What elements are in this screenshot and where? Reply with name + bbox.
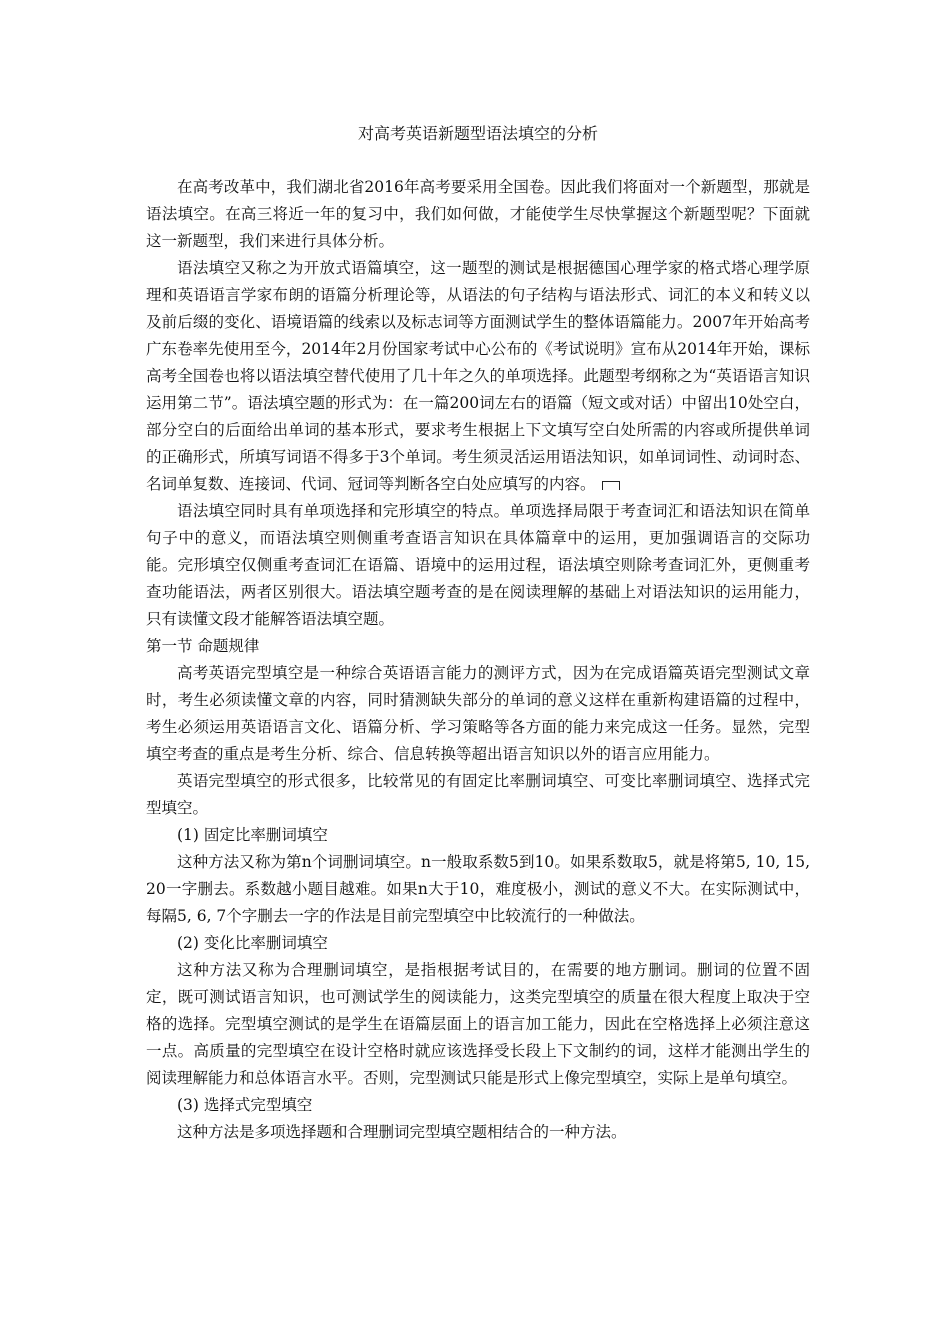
paragraph-comparison: 语法填空同时具有单项选择和完形填空的特点。单项选择局限于考查词汇和语法知识在简单句子中的意义，而语法填空则侧重考查语言知识在具体篇章中的运用，更加强调语言的交际功能。完形填空仅侧重考查词汇在语篇、语境中的运用过程，语法填空则除考查词汇外，更侧重考查功能语法，两者区别很大。语法填空题考查的是在阅读理解的基础上对语法知识的运用能力，只有读懂文段才能解答语法填空题。 <box>146 502 810 628</box>
document-body <box>146 174 810 1146</box>
item-label-fixed-ratio: (1) 固定比率删词填空 <box>177 826 328 844</box>
item-text-selective: 这种方法是多项选择题和合理删词完型填空题相结合的一种方法。 <box>177 1123 627 1141</box>
section-heading: 第一节 命题规律 <box>146 637 260 655</box>
section-paragraph-1: 高考英语完型填空是一种综合英语语言能力的测评方式，因为在完成语篇英语完型测试文章时，考生必须读懂文章的内容，同时猜测缺失部分的单词的意义这样在重新构建语篇的过程中，考生必须运用英语语言文化、语篇分析、学习策略等各方面的能力来完成这一任务。显然，完型填空考查的重点是考生分析、综合、信息转换等超出语言知识以外的语言应用能力。 <box>146 664 810 763</box>
item-text-fixed-ratio: 这种方法又称为第n个词删词填空。n一般取系数5到10。如果系数取5，就是将第5, 10, 15, 20一字删去。系数越小题目越难。如果n大于10，难度极小，测试的意义不大。在实际测试中，每隔5, 6, 7个字删去一字的作法是目前完型填空中比较流行的一种做法。 <box>146 853 810 925</box>
document-title: 对高考英语新题型语法填空的分析 <box>357 124 598 143</box>
item-text-variable-ratio: 这种方法又称为合理删词填空，是指根据考试目的，在需要的地方删词。删词的位置不固定，既可测试语言知识，也可测试学生的阅读能力，这类完型填空的质量在很大程度上取决于空格的选择。完型填空测试的是学生在语篇层面上的语言加工能力，因此在空格选择上必须注意这一点。高质量的完型填空在设计空格时就应该选择受长段上下文制约的词，这样才能测出学生的阅读理解能力和总体语言水平。否则，完型测试只能是形式上像完型填空，实际上是单句填空。 <box>146 961 810 1087</box>
paragraph-return-icon <box>602 481 620 490</box>
paragraph-intro: 在高考改革中，我们湖北省2016年高考要采用全国卷。因此我们将面对一个新题型，那就是语法填空。在高三将近一年的复习中，我们如何做，才能使学生尽快掌握这个新题型呢？下面就这一新题型，我们来进行具体分析。 <box>146 178 810 250</box>
section-paragraph-2: 英语完型填空的形式很多，比较常见的有固定比率删词填空、可变比率删词填空、选择式完型填空。 <box>146 772 810 817</box>
paragraph-definition <box>146 255 810 498</box>
paragraph-definition-text: 语法填空又称之为开放式语篇填空，这一题型的测试是根据德国心理学家的格式塔心理学原理和英语语言学家布朗的语篇分析理论等，从语法的句子结构与语法形式、词汇的本义和转义以及前后缀的变化、语境语篇的线索以及标志词等方面测试学生的整体语篇能力。2007年开始高考广东卷率先使用至今，2014年2月份国家考试中心公布的《考试说明》宣布从2014年开始，课标高考全国卷也将以语法填空替代使用了几十年之久的单项选择。此题型考纲称之为“英语语言知识运用第二节”。语法填空题的形式为：在一篇200词左右的语篇（短文或对话）中留出10处空白，部分空白的后面给出单词的基本形式，要求考生根据上下文填写空白处所需的内容或所提供单词的正确形式，所填写词语不得多于3个单词。考生须灵活运用语法知识，如单词词性、动词时态、名词单复数、连接词、代词、冠词等判断各空白处应填写的内容。 <box>146 259 810 493</box>
item-label-selective: (3) 选择式完型填空 <box>177 1096 313 1114</box>
item-label-variable-ratio: (2) 变化比率删词填空 <box>177 934 328 952</box>
